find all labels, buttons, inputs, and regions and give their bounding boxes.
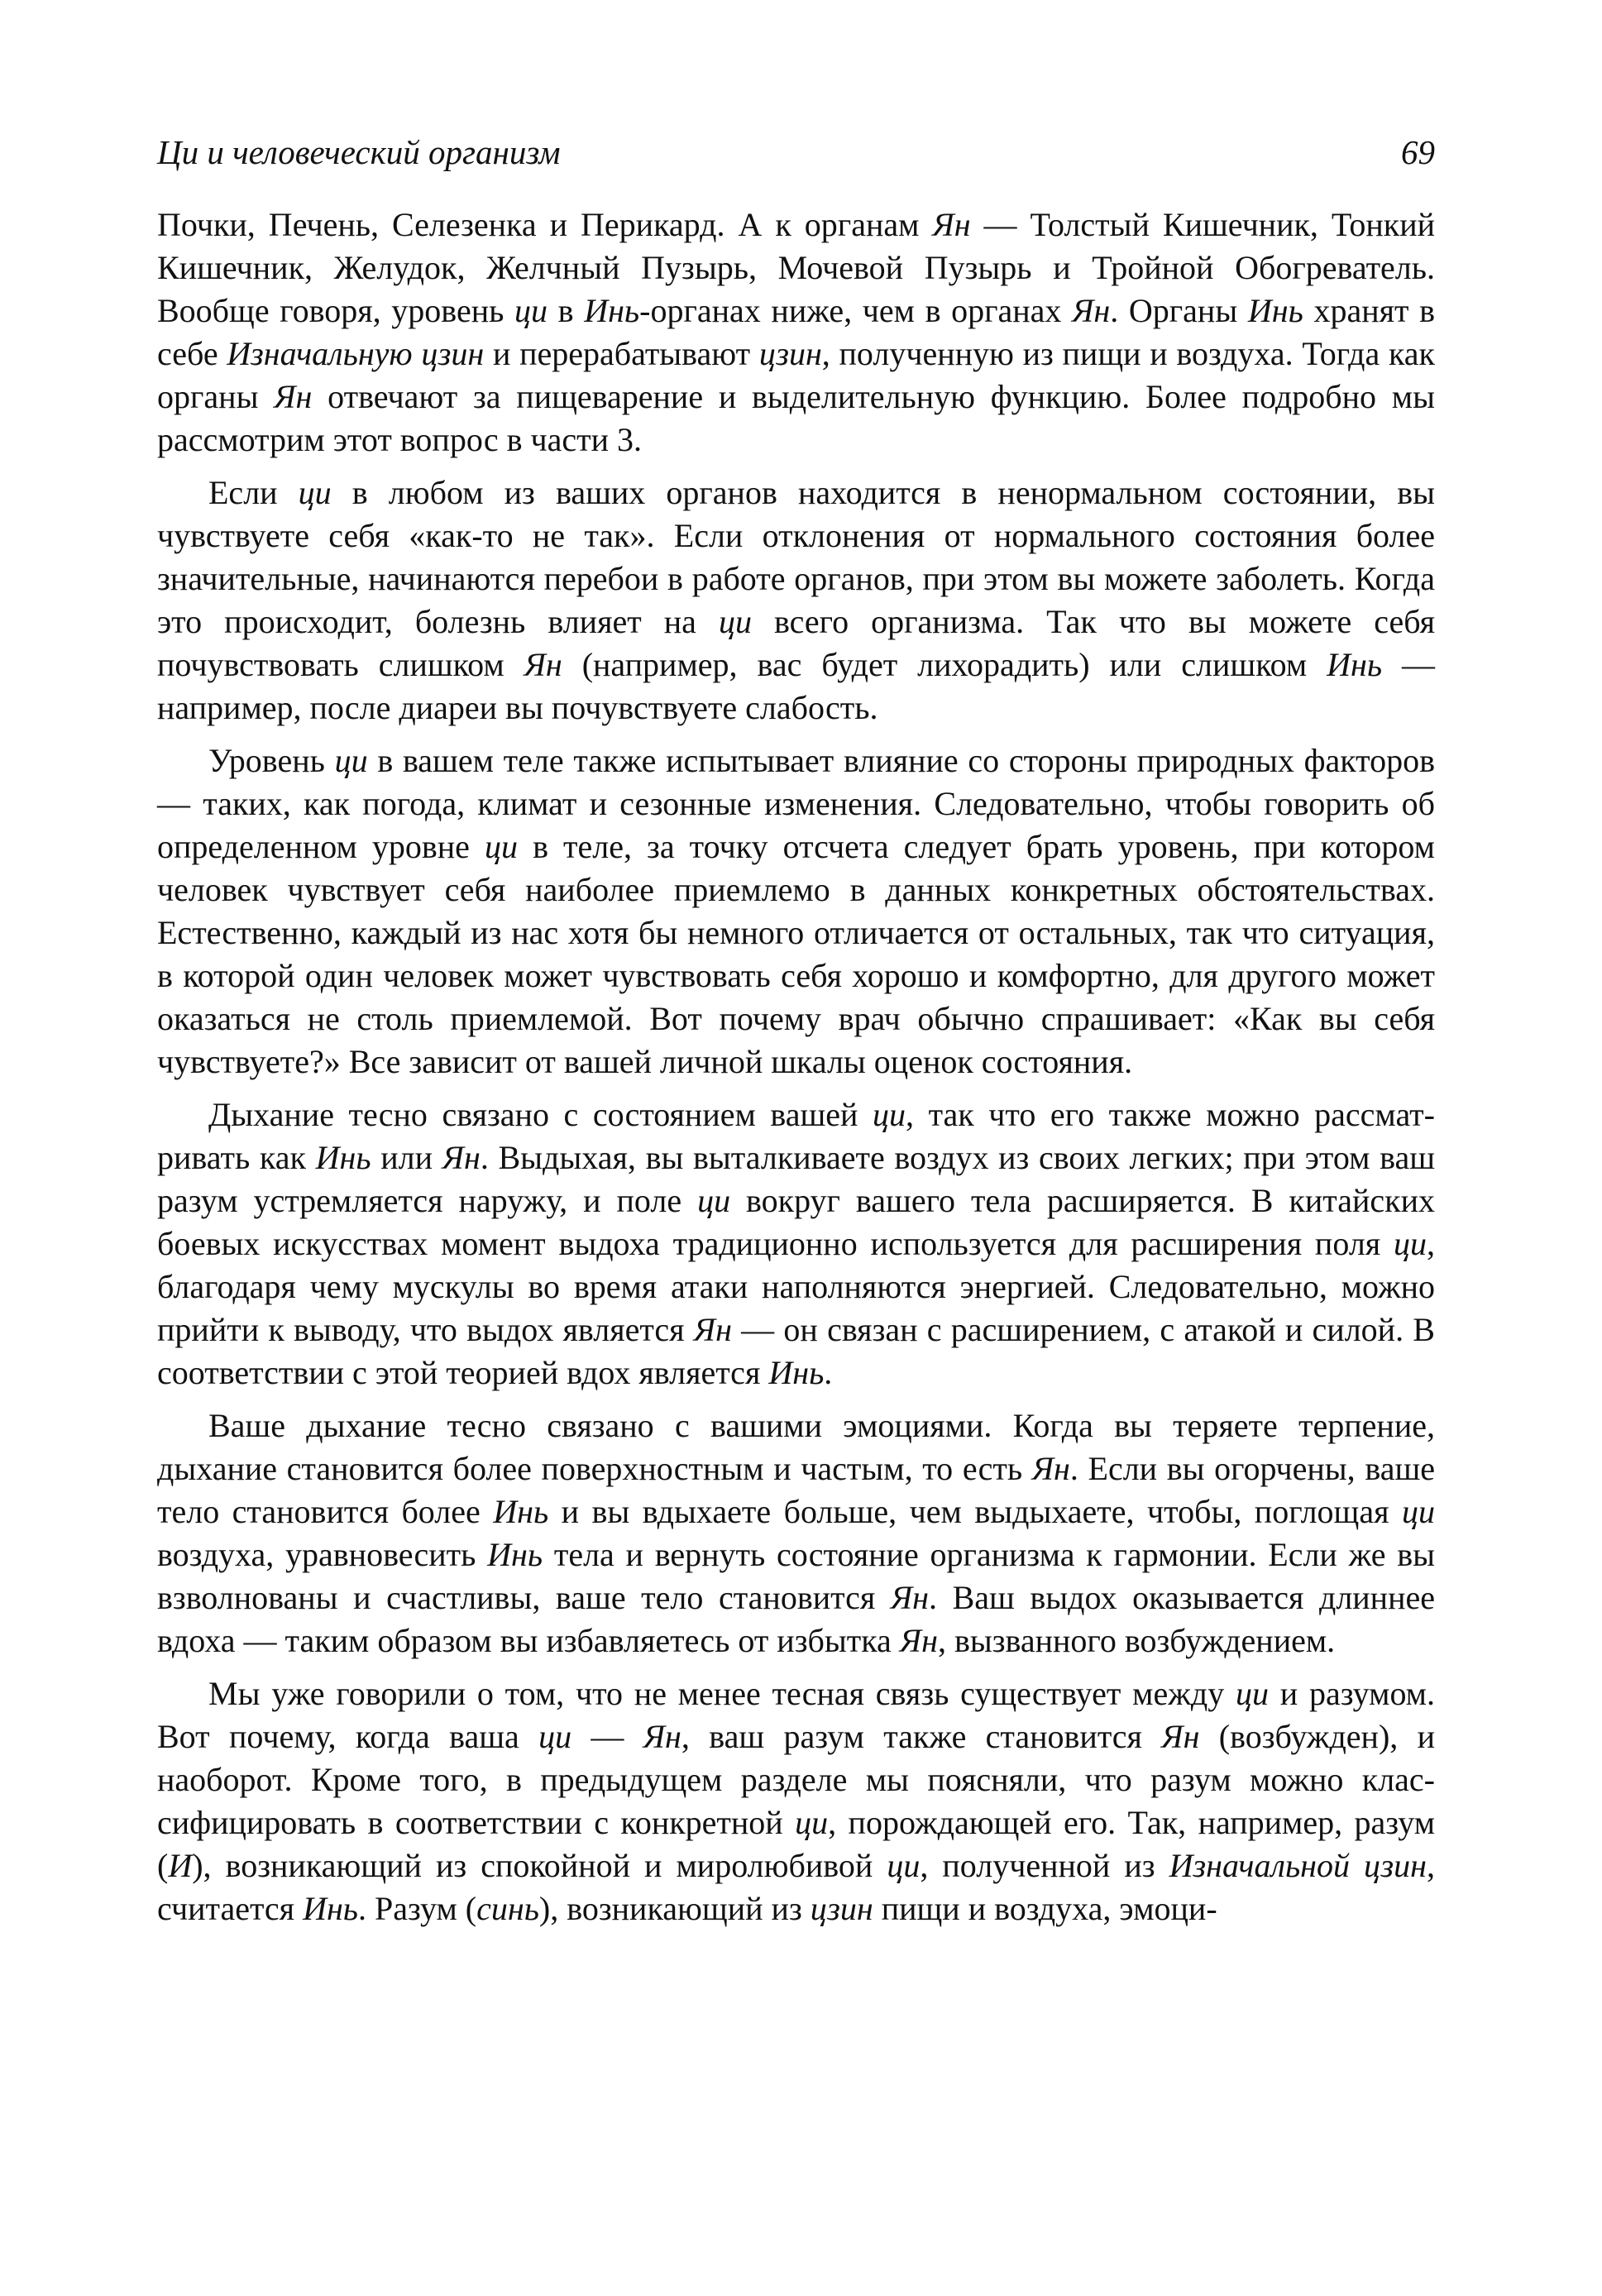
italic-term: ци: [1235, 1675, 1269, 1712]
italic-term: ци: [485, 828, 518, 865]
text-run: в теле, за точку отсчета следует брать уровень, при котором человек чувствует себя наиболее приемлемо в данных конкретных обстоятельствах. Естественно, каждый из нас хотя бы немного отличается от остальных, так что ситуация, в которой один человек может чувствовать себя хорошо и комфортно, для другого может оказаться не столь приемлемой. Вот почему врач обычно спрашивает: «Как вы себя чувствуете?» Все зависит от вашей личной шкалы оценок состояния.: [157, 828, 1435, 1080]
text-run: тела и вернуть состояние организма к гармонии. Если же вы взволнованы и счастливы, ваше тело становится: [157, 1536, 1435, 1616]
italic-term: Ян: [899, 1622, 938, 1659]
text-run: Если: [208, 474, 299, 511]
italic-term: Инь: [493, 1493, 549, 1530]
italic-term: ци: [795, 1804, 829, 1841]
italic-term: И: [168, 1847, 193, 1884]
text-run: в: [548, 292, 585, 329]
italic-term: ци: [1401, 1493, 1435, 1530]
text-run: , благодаря чему мускулы во время атаки наполняются энергией. Следовательно, можно прийти к выводу, что выдох является: [157, 1225, 1435, 1348]
text-run: , порождающей его. Так, например, разум (: [157, 1804, 1435, 1884]
italic-term: ци: [538, 1718, 572, 1755]
italic-term: Ян: [524, 646, 562, 683]
text-run: .: [824, 1354, 833, 1391]
text-run: — он связан с расширением, с атакой и силой. В соответствии с этой теорией вдох является: [157, 1311, 1435, 1391]
italic-term: Изначальной цзин: [1169, 1847, 1427, 1884]
text-run: — например, после диареи вы почувствуете слабость.: [157, 646, 1436, 726]
italic-term: Инь: [1327, 646, 1383, 683]
paragraph: [157, 203, 1435, 462]
text-run: -органах ниже, чем в органах: [639, 292, 1073, 329]
text-run: всего организма. Так что вы можете себя почувствовать слишком: [157, 603, 1435, 683]
italic-term: ци: [514, 292, 548, 329]
italic-term: ци: [887, 1847, 921, 1884]
text-run: , считается: [157, 1847, 1435, 1927]
text-run: . Если вы огорчены, ваше тело становится более: [157, 1450, 1435, 1530]
italic-term: Инь: [768, 1354, 825, 1391]
italic-term: ци: [298, 474, 332, 511]
italic-term: цзин: [758, 335, 822, 372]
text-run: и вы вдыхаете больше, чем выдыхаете, чтобы, поглощая: [548, 1493, 1402, 1530]
italic-term: Ян: [1161, 1718, 1200, 1755]
italic-term: Инь: [303, 1890, 359, 1927]
italic-term: Инь: [487, 1536, 543, 1573]
text-run: хранят в себе: [157, 292, 1436, 372]
italic-term: Инь: [584, 292, 640, 329]
text-run: в вашем теле также испытывает влияние со стороны природных факторов — таких, как погода, климат и сезонные изменения. Следовательно, чтобы говорить об определенном уровне: [157, 742, 1436, 865]
italic-term: Ян: [1031, 1450, 1070, 1487]
text-run: в любом из ваших органов находится в ненормальном состоянии, вы чувствуете себя «как-то не так». Если отклонения от нормального состояния более значительные, начинаются перебои в работе органов, при этом вы можете заболеть. Когда это происходит, болезнь влияет на: [157, 474, 1435, 640]
text-run: воздуха, уравновесить: [157, 1536, 488, 1573]
text-run: ), возникающий из: [538, 1890, 811, 1927]
text-run: Почки, Печень, Селезенка и Перикард. А к органам: [157, 206, 933, 243]
text-run: , так что его также можно рассматривать как: [157, 1096, 1435, 1176]
italic-term: Ян: [932, 206, 971, 243]
text-run: и разумом. Вот почему, когда ваша: [157, 1675, 1435, 1755]
text-run: , вызванного возбуждением.: [937, 1622, 1336, 1659]
text-run: (возбужден), и наоборот. Кроме того, в предыдущем разделе мы поясняли, что разум можно классифицировать в соответствии с конкретной: [157, 1718, 1436, 1841]
italic-term: ци: [1394, 1225, 1427, 1262]
text-run: Уровень: [208, 742, 335, 779]
chapter-title: Ци и человеческий организм: [157, 133, 561, 171]
paragraph: [157, 1093, 1435, 1394]
italic-term: Ян: [442, 1139, 481, 1176]
page-number: 69: [1401, 133, 1435, 171]
italic-term: Ян: [693, 1311, 732, 1348]
text-run: вокруг вашего тела расширяется. В китайских боевых искусствах момент выдоха традиционно используется для расширения поля: [157, 1182, 1435, 1262]
text-run: . Выдыхая, вы выталкиваете воздух из своих легких; при этом ваш разум устремляется наружу, и поле: [157, 1139, 1436, 1219]
italic-term: ци: [718, 603, 752, 640]
italic-term: ци: [873, 1096, 906, 1133]
italic-term: ци: [697, 1182, 731, 1219]
italic-term: Ян: [890, 1579, 929, 1616]
book-page: [157, 132, 1435, 1940]
text-run: (например, вас будет лихорадить) или слишком: [562, 646, 1327, 683]
text-run: и перерабатывают: [484, 335, 759, 372]
text-run: , полученную из пищи и воздуха. Тогда как органы: [157, 335, 1435, 415]
text-run: Мы уже говорили о том, что не менее тесная связь существует между: [208, 1675, 1236, 1712]
body-text: [157, 203, 1435, 1930]
italic-term: Изначальную цзин: [227, 335, 485, 372]
text-run: —: [571, 1718, 643, 1755]
italic-term: синь: [476, 1890, 539, 1927]
text-run: ), возникающий из спокойной и миролюбивой: [192, 1847, 887, 1884]
text-run: . Органы: [1110, 292, 1248, 329]
italic-term: Ян: [1072, 292, 1111, 329]
text-run: Ваше дыхание тесно связано с вашими эмоциями. Когда вы теряете терпение, дыхание становится более поверхностным и частым, то есть: [157, 1407, 1435, 1487]
italic-term: ци: [334, 742, 368, 779]
text-run: или: [371, 1139, 442, 1176]
text-run: пищи и воздуха, эмоци-: [873, 1890, 1217, 1927]
text-run: . Разум (: [358, 1890, 477, 1927]
running-header: [157, 132, 1435, 172]
italic-term: Ян: [643, 1718, 681, 1755]
italic-term: Ян: [274, 378, 313, 415]
italic-term: Инь: [1247, 292, 1303, 329]
paragraph: [157, 1672, 1435, 1930]
text-run: . Ваш выдох оказывается длиннее вдоха — таким образом вы избавляетесь от избытка: [157, 1579, 1436, 1659]
text-run: — Толстый Кишечник, Тонкий Кишечник, Желудок, Желчный Пузырь, Мочевой Пузырь и Тройной Обогреватель. Вообще говоря, уровень: [157, 206, 1436, 329]
italic-term: цзин: [810, 1890, 873, 1927]
text-run: Дыхание тесно связано с состоянием вашей: [208, 1096, 873, 1133]
text-run: , полученной из: [920, 1847, 1169, 1884]
paragraph: [157, 1404, 1435, 1662]
text-run: , ваш разум также становится: [681, 1718, 1162, 1755]
paragraph: [157, 739, 1435, 1083]
paragraph: [157, 471, 1435, 729]
text-run: отвечают за пищеварение и выделительную функцию. Более подробно мы рассмотрим этот вопрос в части 3.: [157, 378, 1435, 458]
italic-term: Инь: [315, 1139, 371, 1176]
